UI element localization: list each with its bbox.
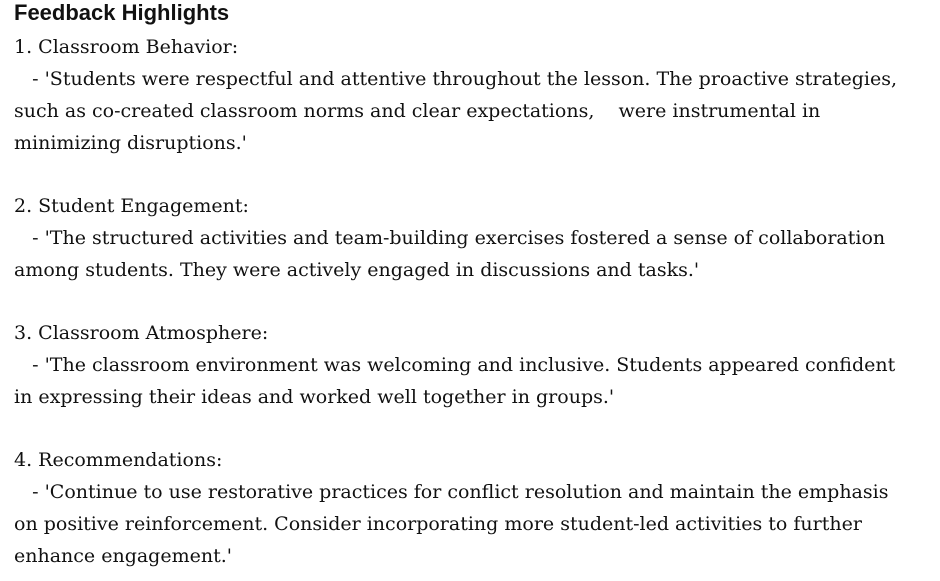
section-line: - 'The structured activities and team-building exercises fostered a sense of collaboration [14, 227, 886, 249]
section-recommendations [14, 444, 938, 572]
document-title: Feedback Highlights [14, 0, 230, 25]
section-line: in expressing their ideas and worked well together in groups.' [14, 386, 615, 408]
section-line: among students. They were actively engaged in discussions and tasks.' [14, 259, 700, 281]
section-line: - 'Students were respectful and attentive throughout the lesson. The proactive strategies, [14, 68, 897, 90]
document-body[interactable] [14, 0, 938, 572]
section-line: such as co-created classroom norms and clear expectations, were instrumental in [14, 100, 821, 122]
paragraph-gap [14, 413, 938, 444]
section-classroom-behavior [14, 31, 938, 159]
section-student-engagement [14, 190, 938, 286]
section-heading: 3. Classroom Atmosphere: [14, 322, 269, 344]
section-heading: 1. Classroom Behavior: [14, 36, 239, 58]
section-line: enhance engagement.' [14, 545, 232, 567]
section-line: minimizing disruptions.' [14, 132, 247, 154]
section-heading: 2. Student Engagement: [14, 195, 249, 217]
section-heading: 4. Recommendations: [14, 449, 223, 471]
paragraph-gap [14, 159, 938, 190]
section-line: - 'Continue to use restorative practices for conflict resolution and maintain the emphasis [14, 481, 889, 503]
section-classroom-atmosphere [14, 317, 938, 413]
paragraph-gap [14, 286, 938, 317]
section-line: on positive reinforcement. Consider incorporating more student-led activities to further [14, 513, 862, 535]
section-line: - 'The classroom environment was welcoming and inclusive. Students appeared confident [14, 354, 896, 376]
